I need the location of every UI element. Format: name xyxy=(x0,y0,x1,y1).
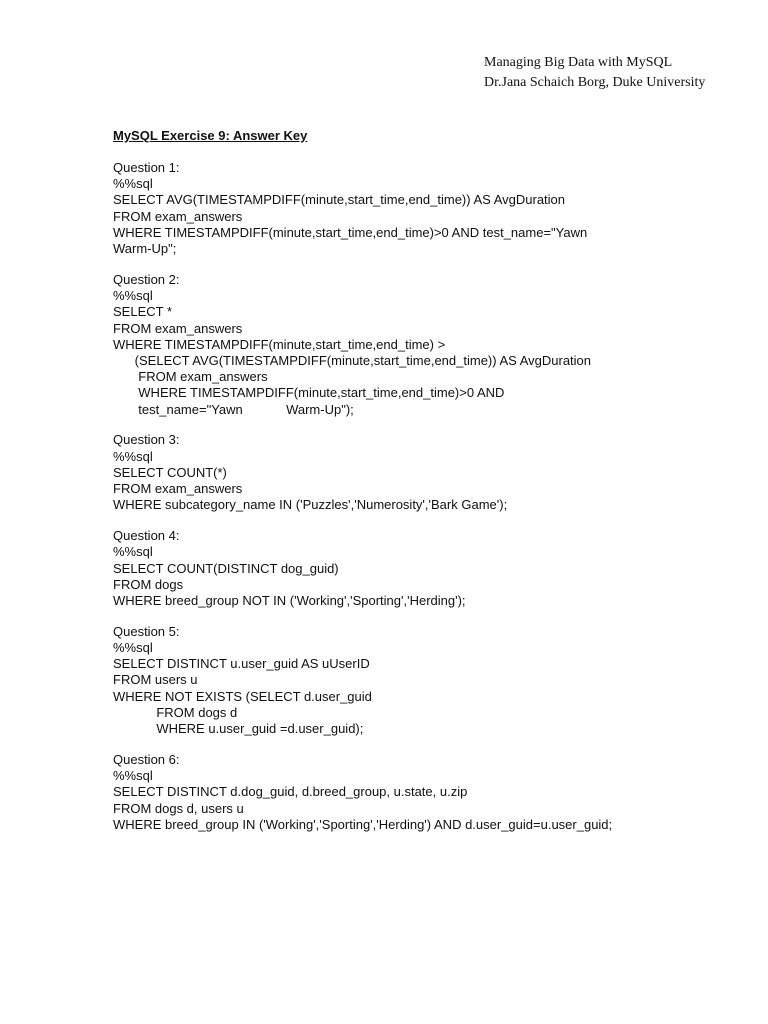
sql-code-line: %%sql xyxy=(113,640,153,656)
sql-code-line: %%sql xyxy=(113,768,153,784)
question-label: Question 4: xyxy=(113,528,180,544)
sql-code-line: %%sql xyxy=(113,448,153,464)
question-block xyxy=(113,528,612,609)
sql-code-line: SELECT COUNT(*) xyxy=(113,464,227,480)
sql-code-line: %%sql xyxy=(113,544,153,560)
author-line: Dr.Jana Schaich Borg, Duke University xyxy=(484,75,706,90)
sql-code-line: FROM exam_answers xyxy=(113,481,243,497)
page-title: MySQL Exercise 9: Answer Key xyxy=(113,128,308,143)
sql-code-line: WHERE breed_group NOT IN ('Working','Sporting','Herding'); xyxy=(113,592,466,608)
question-label: Question 3: xyxy=(113,432,180,448)
sql-code-line: FROM dogs d, users u xyxy=(113,800,244,816)
sql-code-line: Warm-Up"; xyxy=(113,241,177,257)
sql-code-line: FROM exam_answers xyxy=(113,320,243,336)
question-label: Question 2: xyxy=(113,271,180,287)
answer-list xyxy=(113,160,612,848)
question-label: Question 5: xyxy=(113,623,180,639)
question-label: Question 6: xyxy=(113,751,180,767)
document-header xyxy=(484,53,705,93)
sql-code-line: WHERE TIMESTAMPDIFF(minute,start_time,end_time)>0 AND xyxy=(113,385,505,401)
sql-code-line: (SELECT AVG(TIMESTAMPDIFF(minute,start_time,end_time)) AS AvgDuration xyxy=(113,352,592,368)
sql-code-line: WHERE TIMESTAMPDIFF(minute,start_time,end_time) > xyxy=(113,336,446,352)
question-block xyxy=(113,272,612,418)
sql-code-line: FROM exam_answers xyxy=(113,208,243,224)
sql-code-line: SELECT * xyxy=(113,304,173,320)
question-block xyxy=(113,624,612,737)
course-title: Managing Big Data with MySQL xyxy=(484,55,673,70)
sql-code-line: WHERE subcategory_name IN ('Puzzles','Numerosity','Bark Game'); xyxy=(113,497,508,513)
sql-code-line: SELECT DISTINCT u.user_guid AS uUserID xyxy=(113,656,370,672)
sql-code-line: WHERE breed_group IN ('Working','Sporting','Herding') AND d.user_guid=u.user_guid; xyxy=(113,816,613,832)
sql-code-line: FROM users u xyxy=(113,672,198,688)
question-label: Question 1: xyxy=(113,160,180,175)
sql-code-line: SELECT DISTINCT d.dog_guid, d.breed_group, u.state, u.zip xyxy=(113,784,468,800)
sql-code-line: WHERE u.user_guid =d.user_guid); xyxy=(113,721,364,737)
sql-code-line: WHERE NOT EXISTS (SELECT d.user_guid xyxy=(113,688,372,704)
question-block xyxy=(113,752,612,833)
sql-code-line: FROM dogs xyxy=(113,576,184,592)
sql-code-line: %%sql xyxy=(113,176,153,192)
question-block xyxy=(113,160,612,257)
question-block xyxy=(113,432,612,513)
sql-code-line: SELECT COUNT(DISTINCT dog_guid) xyxy=(113,560,339,576)
sql-code-line: FROM exam_answers xyxy=(113,369,268,385)
sql-code-line: %%sql xyxy=(113,288,153,304)
sql-code-line: test_name="Yawn Warm-Up"); xyxy=(113,401,354,417)
sql-code-line: SELECT AVG(TIMESTAMPDIFF(minute,start_time,end_time)) AS AvgDuration xyxy=(113,192,566,208)
sql-code-line: FROM dogs d xyxy=(113,704,238,720)
sql-code-line: WHERE TIMESTAMPDIFF(minute,start_time,end_time)>0 AND test_name="Yawn xyxy=(113,224,588,240)
